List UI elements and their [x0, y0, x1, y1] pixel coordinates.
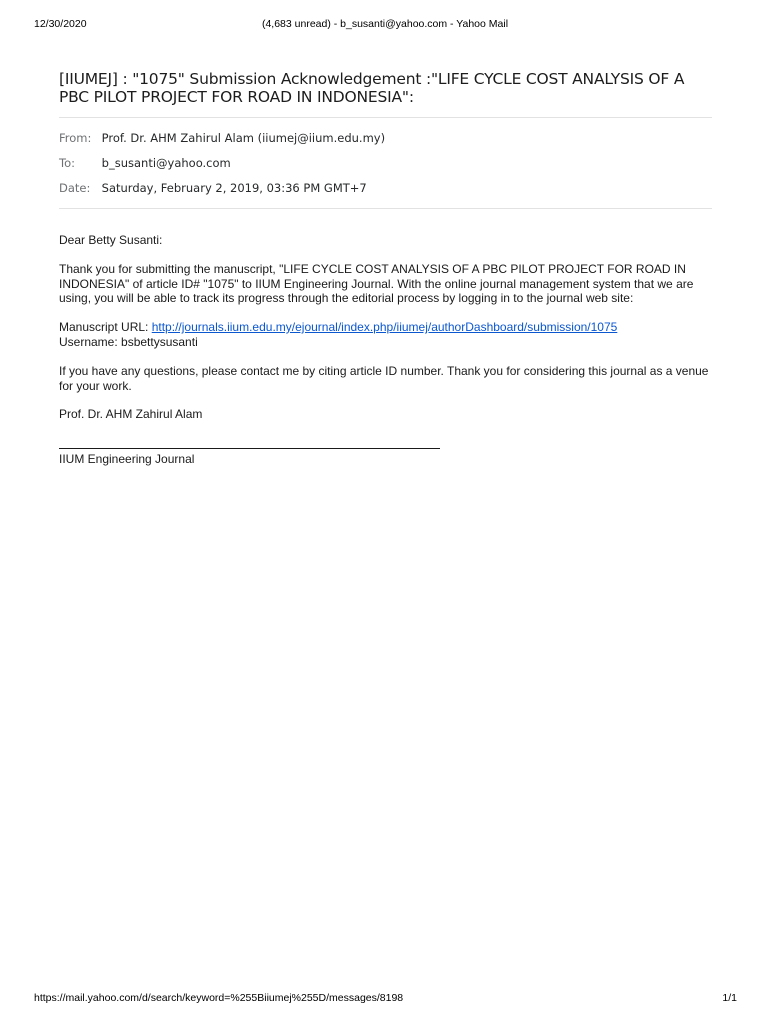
- body-divider: [59, 208, 712, 209]
- print-footer: [0, 992, 770, 1006]
- date-label: Date:: [59, 181, 91, 195]
- manuscript-url-line: [59, 320, 709, 335]
- from-value[interactable]: Prof. Dr. AHM Zahirul Alam (iiumej@iium.edu.my): [101, 131, 386, 145]
- header-divider: [59, 117, 712, 118]
- email-questions-paragraph: If you have any questions, please contact me by citing article ID number. Thank you for considering this journal as a venue for your work.: [59, 364, 709, 393]
- username-line: Username: bsbettysusanti: [59, 334, 198, 349]
- signature-divider: [59, 448, 440, 449]
- email-subject: [IIUMEJ] : "1075" Submission Acknowledgement :"LIFE CYCLE COST ANALYSIS OF A PBC PILOT PROJECT FOR ROAD IN INDONESIA":: [59, 70, 685, 106]
- manuscript-info: [59, 320, 709, 349]
- journal-name: IIUM Engineering Journal: [59, 452, 195, 466]
- print-date: 12/30/2020: [34, 18, 87, 30]
- print-header: [0, 18, 770, 32]
- email-signature: Prof. Dr. AHM Zahirul Alam: [59, 407, 203, 421]
- manuscript-url-label: Manuscript URL:: [59, 320, 149, 334]
- from-label: From:: [59, 131, 92, 145]
- to-row: [59, 156, 231, 170]
- window-title: (4,683 unread) - b_susanti@yahoo.com - Yahoo Mail: [261, 18, 509, 30]
- email-greeting: Dear Betty Susanti:: [59, 233, 163, 247]
- manuscript-url-link[interactable]: http://journals.iium.edu.my/ejournal/index.php/iiumej/authorDashboard/submission/1075: [151, 320, 618, 334]
- from-row: [59, 131, 385, 145]
- to-label: To:: [59, 156, 75, 170]
- signature-divider-wrap: [59, 437, 709, 449]
- date-row: [59, 181, 367, 195]
- page-url: https://mail.yahoo.com/d/search/keyword=%255Biiumej%255D/messages/8198: [34, 992, 404, 1004]
- email-thanks-paragraph: Thank you for submitting the manuscript, "LIFE CYCLE COST ANALYSIS OF A PBC PILOT PROJECT FOR ROAD IN INDONESIA" of article ID# "1075" to IIUM Engineering Journal. With the online journal management system that we are using, you will be able to track its progress through the editorial process by logging in to the journal web site:: [59, 262, 694, 306]
- page-number: 1/1: [722, 992, 737, 1004]
- to-value[interactable]: b_susanti@yahoo.com: [101, 156, 231, 170]
- date-value: Saturday, February 2, 2019, 03:36 PM GMT+7: [101, 181, 367, 195]
